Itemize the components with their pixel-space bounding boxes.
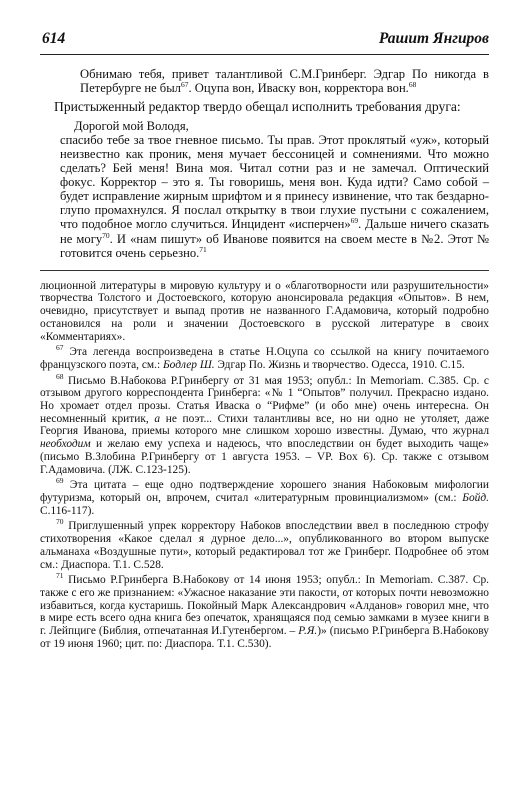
footnote-ref: 71 — [199, 244, 207, 254]
footnote-69 — [40, 476, 489, 517]
letter-text: . Дальше ничего сказать не могу — [60, 217, 489, 246]
footnote-italic: а — [154, 412, 161, 425]
footnote-text: )» (письмо Р.Гринберга В.Набокову от 19 июня 1960; цит. по: Диаспора. Т.1. С.530). — [40, 625, 489, 650]
footnote-text: Приглушенный упрек корректору Набоков впоследствии ввел в последнюю строфу стихотворения «Какое сделал я дурное дело...», опубликованного во втором выпуске альманаха «Воздушные пути», который редактировал тот же Гринберг. Подробнее об этом см.: Диаспора. Т.1. С.528. — [40, 520, 489, 571]
page-number: 614 — [42, 30, 66, 47]
footnote-text: Эдгар По. Жизнь и творчество. Одесса, 1910. С.15. — [214, 358, 465, 371]
quote-block — [40, 67, 489, 95]
footnote-67 — [40, 343, 489, 371]
footnote-italic: Р.Я. — [298, 625, 318, 638]
letter-body — [60, 133, 489, 260]
running-title: Рашит Янгиров — [378, 30, 489, 47]
footnote-number: 71 — [56, 571, 64, 581]
letter-text: . И «нам пишут» об Иванове появится на своем месте в №2. Этот № готовится очень серьезно. — [60, 231, 489, 260]
footnote-italic: Бойд. — [462, 492, 489, 504]
footnote-text: не поэт... Стихи талантливы все, но ни одно не утоляет, даже Георгия Иванова, приемы которого мне слишком хорошо известны. Думаю, что журнал — [40, 412, 489, 438]
footnote-italic: Бодлер Ш. — [162, 358, 215, 371]
footnote-text: Эта легенда воспроизведена в статье Н.Оцупа со ссылкой на книгу почитаемого французского поэта, см.: — [40, 346, 489, 371]
letter-block — [40, 119, 489, 260]
letter-text: спасибо тебе за твое гневное письмо. Ты прав. Этот проклятый «уж», который неизвестно как проник, меня мучает бессоницей и сомнениями. Что можно сделать? Бей меня! Вина моя. Читал сотни раз и не замечал. Оптический фокус. Корректор – это я. Ты говоришь, меня вон. Куда идти? Само собой – будет исправление жирным шрифтом и я принесу извинение, что так бездарно-глупо промахнулся. Я послал открытку в твои глухие пустыни с сожалением, что подобное могло случиться. Инцидент «исперчен» — [60, 132, 489, 232]
footnote-rule — [40, 270, 489, 271]
footnote-continuation: люционной литературы в мировую культуру и о «благотворности или разрушительности» творчества Толстого и Достоевского, которую анонсировала редакция «Опытов». В нем, очевидно, присутствует и выпад против не названного Г.Адамовича, который подробно остановился на роли и значении Достоевского в русской литературе в своих «Комментариях». — [40, 279, 489, 343]
footnote-ref: 68 — [408, 80, 417, 90]
header-rule — [40, 54, 489, 55]
footnote-text: Эта цитата – еще одно подтверждение хорошего знания Набоковым мифологии футуризма, который он, впрочем, считал «литературным провинциализмом» (см.: — [40, 479, 489, 504]
footnote-number: 69 — [56, 476, 64, 486]
quote-text: . Оцупа вон, Иваску вон, корректора вон. — [188, 81, 409, 96]
footnote-68 — [40, 371, 489, 477]
footnote-text: С.116-117). — [40, 504, 95, 517]
main-text — [40, 67, 489, 260]
footnote-number: 67 — [56, 343, 64, 353]
footnote-text: Письмо Р.Гринберга В.Набокову от 14 июня 1953; опубл.: In Memoriam. С.387. Ср. также с его же признанием: «Ужасное наказание эти пакости, от которых почти невозможно избавиться, когда кустаришь. Покойный Марк Александрович «Алданов» говорил мне, что в мире есть всего одна книга без опечаток, хранящаяся под семью замками в музее книги в г. Лейпциге (Библия, отпечатанная И.Гутенбергом. – — [40, 574, 489, 638]
footnote-italic: необходим — [40, 438, 91, 451]
letter-greeting: Дорогой мой Володя, — [74, 118, 189, 133]
body-paragraph: Пристыженный редактор твердо обещал исполнить требования друга: — [54, 99, 461, 115]
footnotes — [40, 280, 489, 651]
footnote-number: 70 — [56, 517, 64, 527]
footnote-text: и желаю ему успеха и надеюсь, что впоследствии он будет выходить чаще» (письмо В.Злобина Р.Гринбергу от 1 августа 1953. – VP. Box 6). Ср. также с отзывом Г.Адамовича. (ЛЖ. С.123-125). — [40, 438, 489, 476]
footnote-ref: 70 — [102, 230, 110, 240]
footnote-number: 68 — [56, 371, 64, 381]
quote-text: Обнимаю тебя, привет талантливой С.М.Гринберг. Эдгар По никогда в Петербурге не был — [80, 67, 489, 96]
footnote-70 — [40, 517, 489, 571]
running-header — [40, 30, 489, 48]
footnote-71 — [40, 571, 489, 650]
footnote-text: Письмо В.Набокова Р.Гринбергу от 31 мая 1953; опубл.: In Memoriam. С.385. Ср. с отзывом другого корреспондента Гринберга: «№ 1 “Опытов” получил. Прекрасно издано. Но хромает отдел прозы. Статья Иваска о “Рифме” (и обо мне) очень интересна. Он несомненный критик, — [40, 374, 489, 425]
footnote-ref: 69 — [350, 216, 359, 226]
footnote-ref: 67 — [180, 80, 189, 90]
